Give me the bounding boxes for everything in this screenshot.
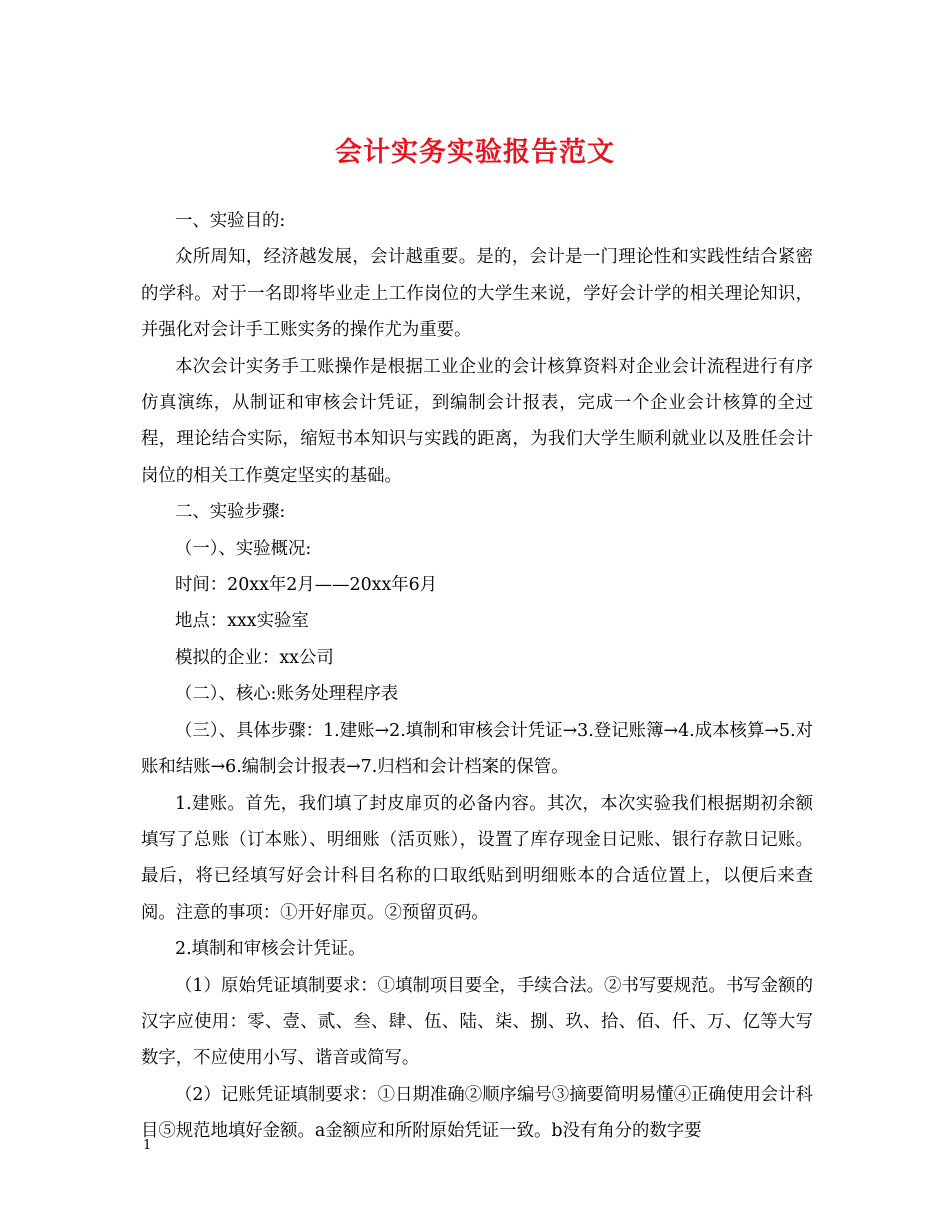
paragraph: （二）、核心:账务处理程序表	[175, 684, 399, 705]
page-number: 1	[143, 1138, 152, 1153]
paragraph: （2）记账凭证填制要求：①日期准确②顺序编号③摘要简明易懂④正确使用会计科目⑤规范地填好金额。a金额应和所附原始凭证一致。b没有角分的数字要	[141, 1084, 813, 1142]
paragraph: 模拟的企业：xx公司	[175, 647, 334, 668]
paragraph: （三）、具体步骤：1.建账→2.填制和审核会计凭证→3.登记账簿→4.成本核算→5.对账和结账→6.编制会计报表→7.归档和会计档案的保管。	[141, 720, 813, 778]
paragraph: 本次会计实务手工账操作是根据工业企业的会计核算资料对企业会计流程进行有序仿真演练，从制证和审核会计凭证，到编制会计报表，完成一个企业会计核算的全过程，理论结合实际，缩短书本知识与实践的距离，为我们大学生顺利就业以及胜任会计岗位的相关工作奠定坚实的基础。	[141, 356, 813, 486]
document-body	[141, 203, 813, 1150]
paragraph: 1.建账。首先，我们填了封皮扉页的必备内容。其次，本次实验我们根据期初余额填写了总账（订本账）、明细账（活页账），设置了库存现金日记账、银行存款日记账。最后，将已经填写好会计科目名称的口取纸贴到明细账本的合适位置上，以便后来查阅。注意的事项：①开好扉页。②预留页码。	[141, 793, 813, 923]
paragraph: 众所周知，经济越发展，会计越重要。是的，会计是一门理论性和实践性结合紧密的学科。对于一名即将毕业走上工作岗位的大学生来说，学好会计学的相关理论知识，并强化对会计手工账实务的操作尤为重要。	[141, 247, 813, 341]
paragraph: 地点：xxx实验室	[175, 611, 309, 632]
paragraph: 一、实验目的:	[175, 211, 286, 231]
document-title: 会计实务实验报告范文	[335, 137, 615, 168]
paragraph: （一）、实验概况:	[175, 538, 312, 559]
paragraph: 2.填制和审核会计凭证。	[175, 939, 366, 960]
paragraph: 时间：20xx年2月——20xx年6月	[175, 575, 438, 596]
paragraph: （1）原始凭证填制要求：①填制项目要全，手续合法。②书写要规范。书写金额的汉字应使用：零、壹、贰、叁、肆、伍、陆、柒、捌、玖、拾、佰、仟、万、亿等大写数字，不应使用小写、谐音或简写。	[141, 975, 813, 1069]
paragraph: 二、实验步骤:	[175, 502, 286, 523]
